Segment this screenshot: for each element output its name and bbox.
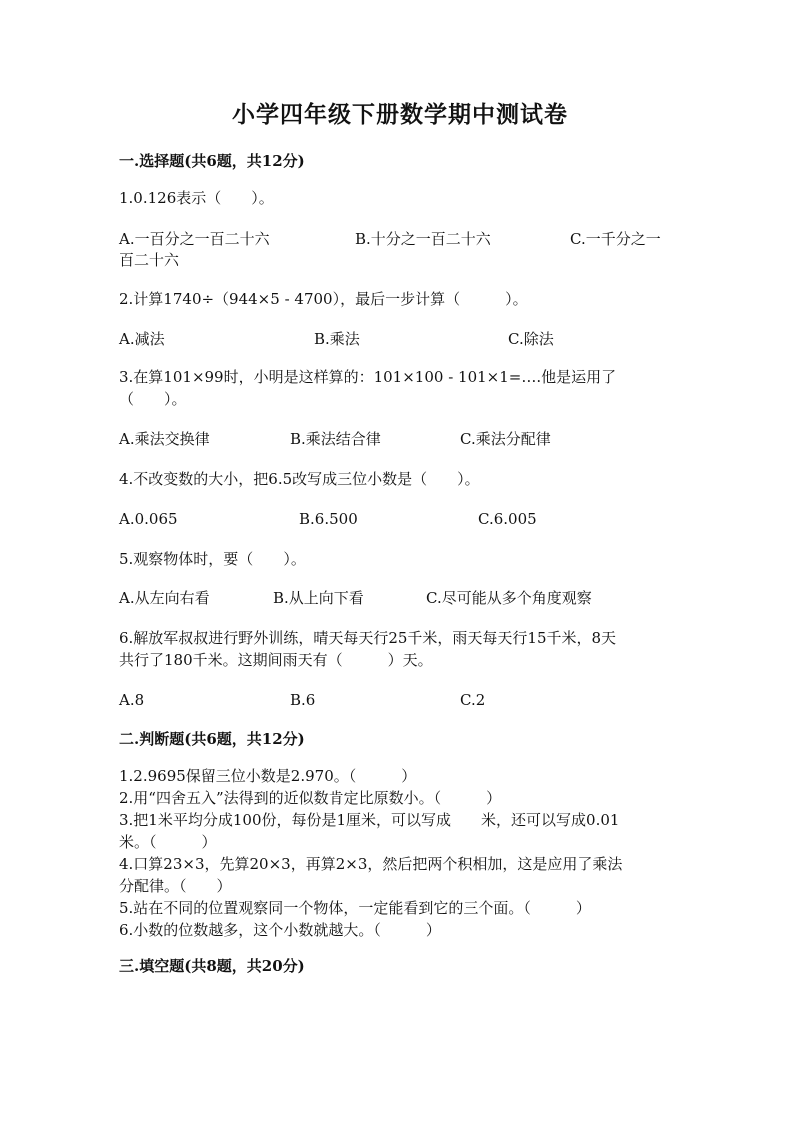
judgment-line-6: 分配律。（ ） bbox=[119, 877, 232, 895]
question-3-option-b: B.乘法结合律 bbox=[290, 430, 381, 448]
judgment-line-3: 3.把1米平均分成100份，每份是1厘米，可以写成 米，还可以写成0.01 bbox=[119, 811, 620, 829]
question-1-option-c-continued: 百二十六 bbox=[119, 251, 180, 269]
judgment-line-1: 1.2.9695保留三位小数是2.970。（ ） bbox=[119, 767, 417, 785]
judgment-line-2: 2.用“四舍五入”法得到的近似数肯定比原数小。（ ） bbox=[119, 789, 502, 807]
question-1-option-a: A.一百分之一百二十六 bbox=[119, 230, 270, 248]
judgment-line-7: 5.站在不同的位置观察同一个物体，一定能看到它的三个面。（ ） bbox=[119, 899, 591, 917]
question-1-option-b: B.十分之一百二十六 bbox=[355, 230, 491, 248]
question-1-option-c: C.一千分之一 bbox=[570, 230, 661, 248]
section-heading-choice: 一.选择题(共6题，共12分) bbox=[119, 152, 305, 170]
question-2: 2.计算1740÷（944×5 - 4700），最后一步计算（ ）。 bbox=[119, 290, 528, 308]
question-5-option-a: A.从左向右看 bbox=[119, 589, 210, 607]
question-5-option-c: C.尽可能从多个角度观察 bbox=[426, 589, 592, 607]
question-1: 1.0.126表示（ ）。 bbox=[119, 189, 274, 207]
question-2-option-a: A.减法 bbox=[119, 330, 165, 348]
question-6: 6.解放军叔叔进行野外训练，晴天每天行25千米，雨天每天行15千米，8天 bbox=[119, 629, 617, 647]
question-6-option-b: B.6 bbox=[290, 691, 316, 709]
section-heading-judgment: 二.判断题(共6题，共12分) bbox=[119, 730, 305, 748]
question-3-continued: （ ）。 bbox=[119, 390, 187, 408]
page-title: 小学四年级下册数学期中测试卷 bbox=[232, 101, 568, 128]
question-5-option-b: B.从上向下看 bbox=[273, 589, 364, 607]
question-4-option-c: C.6.005 bbox=[478, 510, 537, 528]
question-5: 5.观察物体时，要（ ）。 bbox=[119, 550, 306, 568]
question-6-continued: 共行了180千米。这期间雨天有（ ）天。 bbox=[119, 651, 433, 669]
question-6-option-a: A.8 bbox=[119, 691, 145, 709]
question-4-option-a: A.0.065 bbox=[119, 510, 178, 528]
question-3-option-a: A.乘法交换律 bbox=[119, 430, 210, 448]
question-4-option-b: B.6.500 bbox=[299, 510, 358, 528]
question-3: 3.在算101×99时，小明是这样算的：101×100 - 101×1=….他是运用了 bbox=[119, 368, 617, 386]
question-2-option-c: C.除法 bbox=[508, 330, 554, 348]
section-heading-fill-in: 三.填空题(共8题，共20分) bbox=[119, 957, 305, 975]
question-3-option-c: C.乘法分配律 bbox=[460, 430, 551, 448]
question-6-option-c: C.2 bbox=[460, 691, 486, 709]
judgment-line-8: 6.小数的位数越多，这个小数就越大。（ ） bbox=[119, 921, 441, 939]
judgment-line-4: 米。（ ） bbox=[119, 833, 217, 851]
judgment-line-5: 4.口算23×3，先算20×3，再算2×3，然后把两个积相加，这是应用了乘法 bbox=[119, 855, 623, 873]
question-2-option-b: B.乘法 bbox=[314, 330, 360, 348]
question-4: 4.不改变数的大小，把6.5改写成三位小数是（ ）。 bbox=[119, 470, 480, 488]
